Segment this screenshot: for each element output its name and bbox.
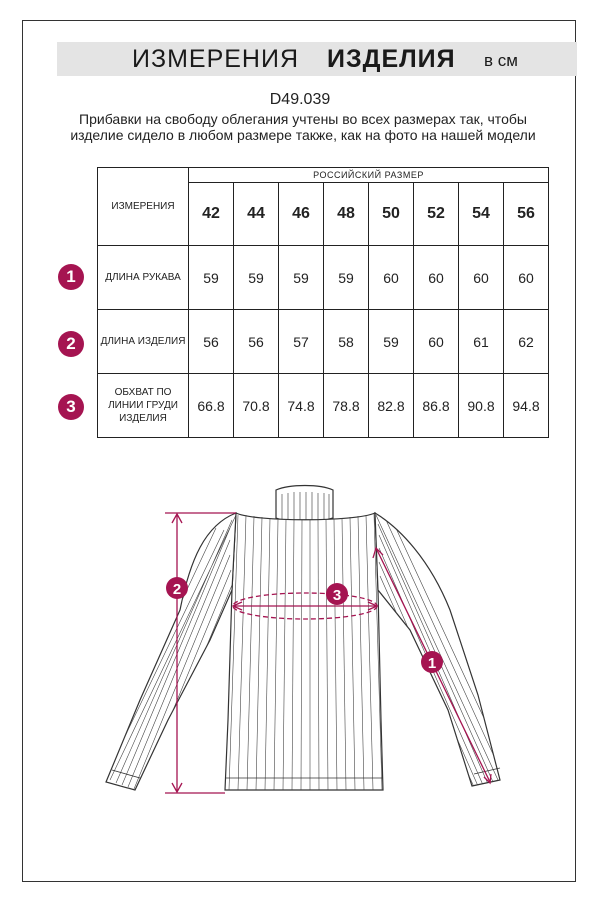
title-part1: ИЗМЕРЕНИЯ: [132, 45, 299, 73]
table-cell: 57: [279, 310, 324, 374]
article-code: D49.039: [269, 91, 331, 108]
marker-3: [326, 583, 348, 605]
size-caption: РОССИЙСКИЙ РАЗМЕР: [189, 168, 549, 183]
left-sleeve: [102, 513, 236, 790]
table-cell: 61: [459, 310, 504, 374]
marker-3-label: 3: [332, 587, 342, 604]
fit-note: Прибавки на свободу облегания учтены во всех размерах так, чтобы изделие сидело в любом размере также, как на фото на нашей модели: [70, 111, 536, 143]
table-cell: 86.8: [414, 374, 459, 438]
table-cell: 60: [369, 246, 414, 310]
table-cell: 56: [234, 310, 279, 374]
row-label: ДЛИНА РУКАВА: [98, 246, 189, 310]
measurements-header: ИЗМЕРЕНИЯ: [98, 168, 189, 246]
table-cell: 74.8: [279, 374, 324, 438]
row-number-badge: 1: [58, 264, 84, 290]
table-cell: 56: [189, 310, 234, 374]
size-header: 52: [414, 183, 459, 246]
marker-1: [421, 651, 443, 673]
table-cell: 94.8: [504, 374, 549, 438]
table-cell: 59: [369, 310, 414, 374]
row-number-badge: 2: [58, 331, 84, 357]
size-header: 50: [369, 183, 414, 246]
table-cell: 66.8: [189, 374, 234, 438]
table-cell: 78.8: [324, 374, 369, 438]
title-part2: ИЗДЕЛИЯ: [327, 45, 456, 73]
table-cell: 59: [324, 246, 369, 310]
table-cell: 62: [504, 310, 549, 374]
size-header: 54: [459, 183, 504, 246]
row-label: ДЛИНА ИЗДЕЛИЯ: [98, 310, 189, 374]
table-cell: 59: [279, 246, 324, 310]
table-cell: 90.8: [459, 374, 504, 438]
size-header: 44: [234, 183, 279, 246]
garment-body: [225, 513, 383, 790]
table-cell: 60: [414, 246, 459, 310]
right-sleeve: [375, 513, 508, 787]
table-cell: 70.8: [234, 374, 279, 438]
size-header: 56: [504, 183, 549, 246]
table-cell: 60: [459, 246, 504, 310]
title-unit: в см: [484, 51, 518, 70]
collar: [276, 486, 333, 523]
marker-2-label: 2: [172, 581, 182, 598]
table-cell: 60: [504, 246, 549, 310]
table-cell: 59: [189, 246, 234, 310]
marker-2: [166, 577, 188, 599]
size-header: 46: [279, 183, 324, 246]
row-label: ОБХВАТ ПО ЛИНИИ ГРУДИ ИЗДЕЛИЯ: [98, 374, 189, 438]
size-header: 48: [324, 183, 369, 246]
marker-1-label: 1: [427, 655, 437, 672]
table-cell: 58: [324, 310, 369, 374]
table-cell: 59: [234, 246, 279, 310]
row-number-badge: 3: [58, 394, 84, 420]
size-header: 42: [189, 183, 234, 246]
table-cell: 60: [414, 310, 459, 374]
table-cell: 82.8: [369, 374, 414, 438]
